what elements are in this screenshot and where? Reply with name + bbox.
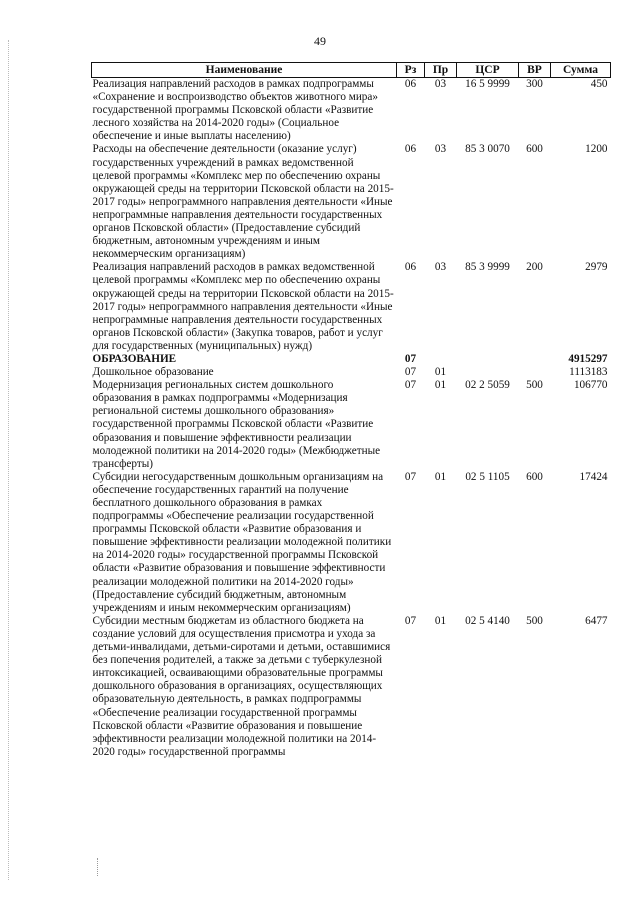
table-row xyxy=(92,366,611,379)
cell-sum: 4915297 xyxy=(568,352,608,365)
table-body xyxy=(92,78,611,759)
cell-csr: 02 2 5059 xyxy=(465,379,510,392)
cell-rz: 06 xyxy=(404,261,417,274)
cell-name: ОБРАЗОВАНИЕ xyxy=(92,352,177,365)
table-row xyxy=(92,353,611,366)
cell-name: Модернизация региональных систем дошкольного образования в рамках подпрограммы «Модернизация региональной системы дошкольного образования» государственной программы Псковской области «Развитие образования и повышение эффективности реализации молодежной политики на 2014-2020 годы» (Межбюджетные трансферты) xyxy=(92,379,381,470)
table-row xyxy=(92,78,611,144)
cell-csr: 16 5 9999 xyxy=(465,78,510,90)
cell-sum: 2979 xyxy=(585,261,608,274)
budget-table xyxy=(91,62,611,759)
header-vr: ВР xyxy=(519,63,551,78)
cell-rz: 07 xyxy=(404,366,417,379)
cell-vr xyxy=(519,366,551,379)
cell-name: Субсидии негосударственным дошкольным организациям на обеспечение государственных гарантий на получение бесплатного дошкольного образования в рамках подпрограммы «Обеспечение реализации государственной программы Псковской области «Развитие образования и повышение эффективности реализации молодежной политики на 2014-2020 годы» государственной программы Псковской области «Развитие образования и повышение эффективности реализации молодежной политики на 2014-2020 годы» (Предоставление субсидий бюджетным, автономным учреждениям и иным некоммерческим организациям) xyxy=(92,470,392,614)
table-row xyxy=(92,615,611,759)
scan-edge-mark xyxy=(8,40,9,880)
cell-pr: 01 xyxy=(434,366,447,379)
table-row xyxy=(92,471,611,615)
table-header xyxy=(92,63,611,78)
cell-sum: 106770 xyxy=(573,379,608,392)
cell-vr: 500 xyxy=(526,614,543,627)
cell-pr: 03 xyxy=(434,78,447,90)
header-name: Наименование xyxy=(92,63,397,78)
cell-name: Расходы на обеспечение деятельности (оказание услуг) государственных учреждений в рамках ведомственной целевой программы «Комплекс мер по обеспечению охраны окружающей среды на территории Псковской области на 2015-2017 годы» непрограммного направления деятельности «Иные непрограммные направления деятельности государственных органов Псковской области» (Предоставление субсидий бюджетным, автономным учреждениям и иным некоммерческим организациям) xyxy=(92,143,394,261)
cell-csr: 85 3 9999 xyxy=(465,261,510,274)
cell-rz: 07 xyxy=(404,614,417,627)
cell-pr: 01 xyxy=(434,379,447,392)
table-row xyxy=(92,143,611,261)
cell-pr: 03 xyxy=(434,261,447,274)
header-csr: ЦСР xyxy=(457,63,519,78)
cell-vr: 200 xyxy=(526,261,543,274)
cell-sum: 1200 xyxy=(585,143,608,156)
cell-csr: 02 5 1105 xyxy=(465,470,510,483)
cell-rz: 06 xyxy=(404,143,417,156)
cell-pr: 03 xyxy=(434,143,447,156)
cell-pr: 01 xyxy=(434,470,447,483)
cell-vr xyxy=(519,353,551,366)
header-pr: Пр xyxy=(425,63,457,78)
cell-name: Реализация направлений расходов в рамках ведомственной целевой программы «Комплекс мер по обеспечению охраны окружающей среды на территории Псковской области на 2015-2017 годы» непрограммного направления деятельности «Иные непрограммные направления деятельности государственных органов Псковской области» (Закупка товаров, работ и услуг для государственных (муниципальных) нужд) xyxy=(92,261,394,352)
cell-vr: 600 xyxy=(526,470,543,483)
cell-vr: 500 xyxy=(526,379,543,392)
cell-sum: 6477 xyxy=(585,614,608,627)
header-rz: Рз xyxy=(397,63,425,78)
cell-rz: 07 xyxy=(404,379,417,392)
cell-pr: 01 xyxy=(434,614,447,627)
cell-pr xyxy=(425,353,457,366)
cell-name: Дошкольное образование xyxy=(92,366,214,379)
cell-vr: 600 xyxy=(526,143,543,156)
header-sum: Сумма xyxy=(551,63,611,78)
cell-csr: 85 3 0070 xyxy=(465,143,510,156)
cell-sum: 1113183 xyxy=(569,366,608,379)
cell-rz: 06 xyxy=(404,78,417,90)
cell-csr xyxy=(457,366,519,379)
cell-name: Реализация направлений расходов в рамках подпрограммы «Сохранение и воспроизводство объектов животного мира» государственной программы Псковской области «Развитие лесного хозяйства на 2014-2020 годы» (Социальное обеспечение и иные выплаты населению) xyxy=(92,78,378,143)
cell-csr xyxy=(457,353,519,366)
cell-rz: 07 xyxy=(404,352,417,365)
table-row xyxy=(92,261,611,353)
page-number: 49 xyxy=(314,34,326,48)
cell-sum: 450 xyxy=(590,78,608,90)
cell-sum: 17424 xyxy=(579,470,608,483)
cell-vr: 300 xyxy=(526,78,543,90)
table-row xyxy=(92,379,611,471)
cell-rz: 07 xyxy=(404,470,417,483)
cell-name: Субсидии местным бюджетам из областного бюджета на создание условий для осуществления присмотра и ухода за детьми-инвалидами, детьми-сиротами и детьми, оставшимися без попечения родителей, а также за детьми с туберкулезной интоксикацией, осваивающими образовательные программы дошкольного образования в организациях, осуществляющих образовательную деятельность, в рамках подпрограммы «Обеспечение реализации государственной программы Псковской области «Развитие образования и повышение эффективности реализации молодежной политики на 2014-2020 годы» государственной программы xyxy=(92,614,391,758)
cell-csr: 02 5 4140 xyxy=(465,614,510,627)
scan-mark xyxy=(97,858,98,876)
